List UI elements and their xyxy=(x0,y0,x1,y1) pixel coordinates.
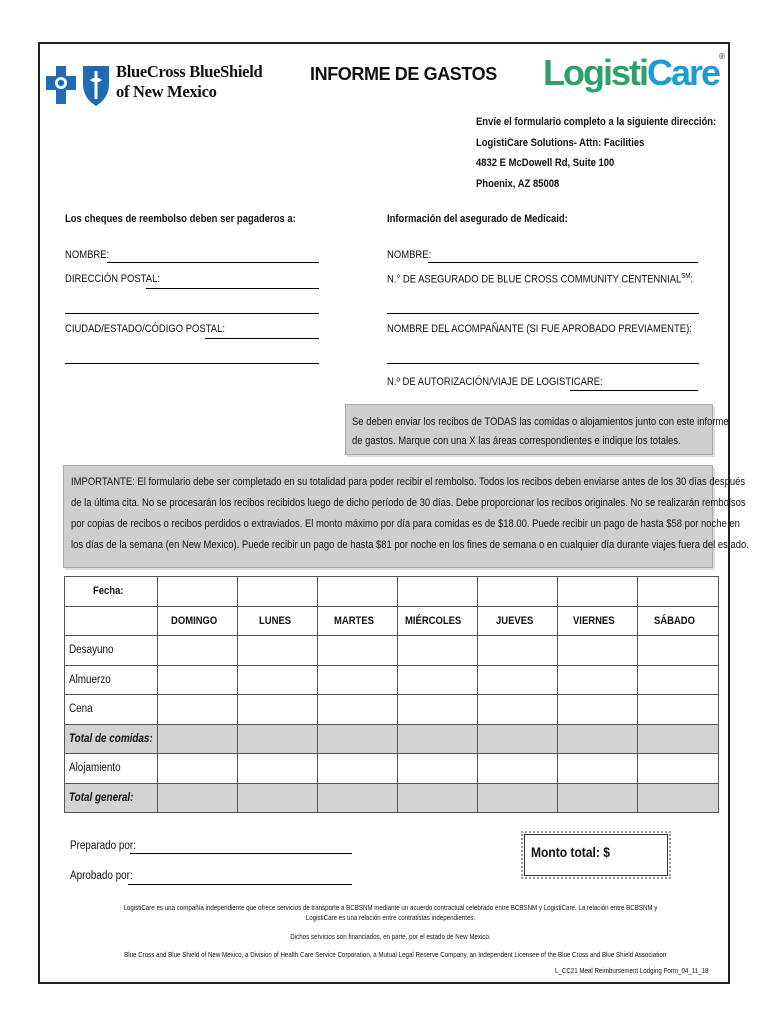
total-cell[interactable] xyxy=(398,783,478,813)
desayuno-label: Desayuno xyxy=(65,636,158,666)
almuerzo-row xyxy=(65,665,719,695)
important-notice xyxy=(63,465,749,568)
payee-name-field[interactable] xyxy=(107,262,319,263)
date-cell[interactable] xyxy=(238,577,318,607)
total-cell[interactable] xyxy=(638,783,719,813)
day-header-tuesday: MARTES xyxy=(318,606,398,636)
expense-cell[interactable] xyxy=(478,754,558,784)
date-cell[interactable] xyxy=(398,577,478,607)
form-title: INFORME DE GASTOS xyxy=(310,64,497,84)
form-id: L_CC21 Meal Reimbursement Lodging Form_04_11_18 xyxy=(555,966,709,975)
total-cell[interactable] xyxy=(558,783,638,813)
day-header-sunday: DOMINGO xyxy=(158,606,238,636)
payee-city-field[interactable] xyxy=(205,338,319,339)
bcbs-line-1: BlueCross BlueShield xyxy=(116,62,263,81)
important-line-2: de la última cita. No se procesarán los recibos recibidos luego de dicho período de 30 días. Debe proporcionar los recibos originales. No se realizarán rembolsos xyxy=(71,497,746,509)
total-cell[interactable] xyxy=(478,783,558,813)
member-name-field[interactable] xyxy=(428,262,698,263)
expense-cell[interactable] xyxy=(398,665,478,695)
payee-name-label: NOMBRE: xyxy=(65,249,110,261)
total-comidas-label: Total de comidas: xyxy=(65,724,158,754)
member-name-label: NOMBRE: xyxy=(387,249,432,261)
expense-cell[interactable] xyxy=(558,665,638,695)
address-line-1: Envíe el formulario completo a la siguiente dirección: xyxy=(476,116,717,128)
total-cell[interactable] xyxy=(638,724,719,754)
day-header-saturday: SÁBADO xyxy=(638,606,719,636)
receipts-note xyxy=(345,404,729,455)
mailing-address xyxy=(476,112,755,194)
companion-field[interactable] xyxy=(387,363,699,364)
total-cell[interactable] xyxy=(398,724,478,754)
corner-cell xyxy=(65,606,158,636)
member-number-field[interactable] xyxy=(387,313,699,314)
authorization-label: N.º DE AUTORIZACIÓN/VIAJE DE LOGISTICARE: xyxy=(387,376,603,388)
date-cell[interactable] xyxy=(558,577,638,607)
expense-cell[interactable] xyxy=(158,695,238,725)
total-general-label: Total general: xyxy=(65,783,158,813)
member-number-label: N.° DE ASEGURADO DE BLUE CROSS COMMUNITY CENTENNIAL℠: xyxy=(387,273,693,286)
payee-address-field[interactable] xyxy=(146,288,319,289)
expense-cell[interactable] xyxy=(238,754,318,784)
day-header-thursday: JUEVES xyxy=(478,606,558,636)
footer-line-1: LogistiCare es una compañía independiente que ofrece servicios de transporte a BCBSNM mediante un acuerdo contractual celebrado entre BCBSNM y LogistiCare. La relación entre BCBSNM y xyxy=(123,903,658,912)
footer-line-2: LogistiCare es una relación entre contratistas independientes. xyxy=(305,913,475,922)
payee-address-field-2[interactable] xyxy=(65,313,319,314)
member-heading: Información del asegurado de Medicaid: xyxy=(387,213,568,225)
address-line-2: LogistiCare Solutions- Attn: Facilities xyxy=(476,136,645,149)
payee-city-field-2[interactable] xyxy=(65,363,319,364)
expense-cell[interactable] xyxy=(638,636,719,666)
bcbs-line-2: of New Mexico xyxy=(116,82,217,101)
expense-cell[interactable] xyxy=(318,754,398,784)
expense-cell[interactable] xyxy=(158,665,238,695)
date-row xyxy=(65,577,719,607)
alojamiento-label: Alojamiento xyxy=(65,754,158,784)
total-cell[interactable] xyxy=(318,724,398,754)
expense-cell[interactable] xyxy=(398,636,478,666)
important-line-3: por copias de recibos o recibos perdidos o extraviados. El monto máximo por día para comidas es de $18.00. Puede recibir un pago de hasta $58 por noche en xyxy=(71,518,740,530)
footer-line-3: Dichos servicios son financiados, en parte, por el estado de New Mexico. xyxy=(289,932,491,941)
prepared-by-field[interactable] xyxy=(130,853,352,854)
expense-cell[interactable] xyxy=(638,695,719,725)
address-line-4: Phoenix, AZ 85008 xyxy=(476,177,560,190)
desayuno-row xyxy=(65,636,719,666)
expense-cell[interactable] xyxy=(558,636,638,666)
important-line-1: IMPORTANTE: El formulario debe ser completado en su totalidad para poder recibir el rembolso. Todos los recibos deben enviarse antes de los 30 días después xyxy=(71,476,746,488)
expense-cell[interactable] xyxy=(638,754,719,784)
total-cell[interactable] xyxy=(158,724,238,754)
date-cell[interactable] xyxy=(638,577,719,607)
total-cell[interactable] xyxy=(558,724,638,754)
bcbs-wordmark xyxy=(116,62,262,102)
expense-cell[interactable] xyxy=(398,754,478,784)
expense-cell[interactable] xyxy=(478,636,558,666)
approved-by-label: Aprobado por: xyxy=(70,870,133,882)
expense-table xyxy=(64,576,719,813)
date-cell[interactable] xyxy=(318,577,398,607)
almuerzo-label: Almuerzo xyxy=(65,665,158,695)
total-cell[interactable] xyxy=(158,783,238,813)
day-header-monday: LUNES xyxy=(238,606,318,636)
expense-cell[interactable] xyxy=(318,636,398,666)
expense-cell[interactable] xyxy=(558,754,638,784)
address-line-3: 4832 E McDowell Rd, Suite 100 xyxy=(476,157,615,169)
approved-by-field[interactable] xyxy=(128,884,352,885)
logisticare-logo: LogistiCare® xyxy=(543,52,725,93)
blue-shield-icon xyxy=(80,60,112,115)
expense-cell[interactable] xyxy=(398,695,478,725)
expense-cell[interactable] xyxy=(318,665,398,695)
date-cell[interactable] xyxy=(478,577,558,607)
expense-cell[interactable] xyxy=(638,665,719,695)
cena-row xyxy=(65,695,719,725)
important-line-4: los días de la semana (en New Mexico). Puede recibir un pago de hasta $81 por noche en los fines de semana o en cualquier día durante viajes fuera del estado. xyxy=(71,539,749,551)
note-line-1: Se deben enviar los recibos de TODAS las comidas o alojamientos junto con este informe xyxy=(352,416,729,428)
expense-cell[interactable] xyxy=(238,636,318,666)
companion-label: NOMBRE DEL ACOMPAÑANTE (SI FUE APROBADO PREVIAMENTE): xyxy=(387,323,692,335)
authorization-field[interactable] xyxy=(570,390,698,391)
day-header-wednesday: MIÉRCOLES xyxy=(398,606,478,636)
expense-cell[interactable] xyxy=(158,754,238,784)
total-cell[interactable] xyxy=(238,724,318,754)
expense-cell[interactable] xyxy=(478,665,558,695)
total-cell[interactable] xyxy=(318,783,398,813)
footer-line-4: Blue Cross and Blue Shield of New Mexico, a Division of Health Care Service Corporation, a Mutual Legal Reserve Company, an Independent Licensee of the Blue Cross and Blue Shield Association xyxy=(124,950,667,959)
prepared-by-label: Preparado por: xyxy=(70,840,136,852)
expense-cell[interactable] xyxy=(238,695,318,725)
expense-cell[interactable] xyxy=(158,636,238,666)
expense-cell[interactable] xyxy=(238,665,318,695)
total-general-row xyxy=(65,783,719,813)
day-header-friday: VIERNES xyxy=(558,606,638,636)
payee-heading: Los cheques de reembolso deben ser pagaderos a: xyxy=(65,213,296,225)
payee-city-label: CIUDAD/ESTADO/CÓDIGO POSTAL: xyxy=(65,323,225,335)
expense-cell[interactable] xyxy=(318,695,398,725)
expense-cell[interactable] xyxy=(478,695,558,725)
total-comidas-row xyxy=(65,724,719,754)
payee-address-label: DIRECCIÓN POSTAL: xyxy=(65,273,160,285)
note-line-2: de gastos. Marque con una X las áreas correspondientes e indique los totales. xyxy=(352,435,681,447)
fecha-label: Fecha: xyxy=(65,577,158,607)
day-header-row xyxy=(65,606,719,636)
blue-cross-icon xyxy=(44,60,78,115)
expense-cell[interactable] xyxy=(558,695,638,725)
total-amount-box[interactable]: Monto total: $ xyxy=(524,834,668,876)
alojamiento-row xyxy=(65,754,719,784)
cena-label: Cena xyxy=(65,695,158,725)
total-cell[interactable] xyxy=(478,724,558,754)
date-cell[interactable] xyxy=(158,577,238,607)
total-cell[interactable] xyxy=(238,783,318,813)
